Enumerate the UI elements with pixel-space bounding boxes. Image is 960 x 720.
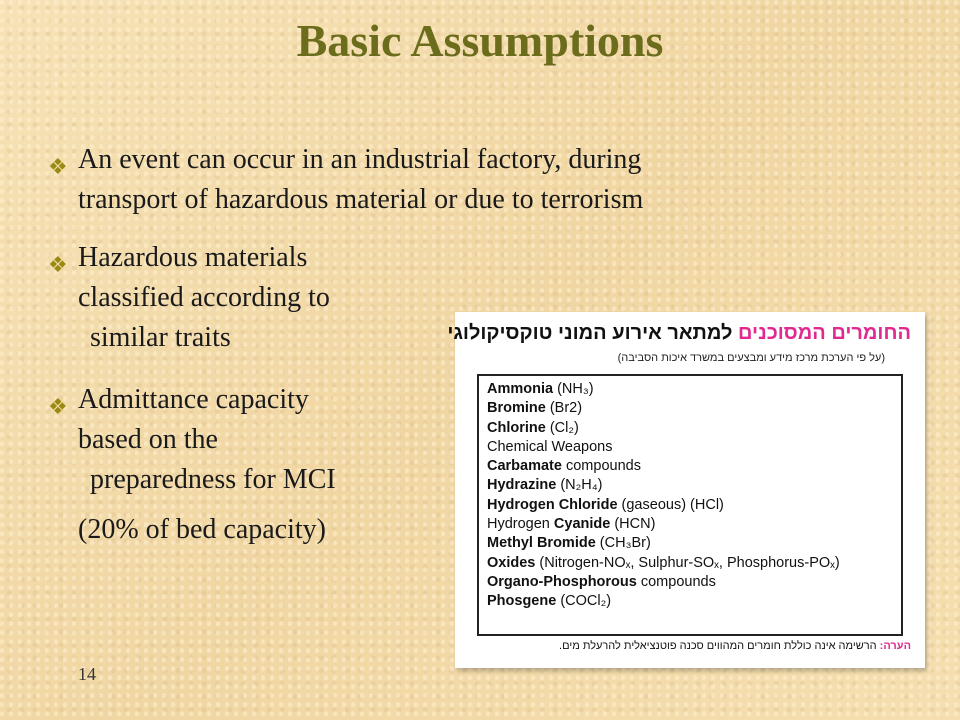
list-item: Ammonia (NH₃) xyxy=(487,381,594,397)
list-item: Organo-Phosphorous compounds xyxy=(487,573,716,590)
list-item: Hydrogen Cyanide (HCN) xyxy=(487,516,656,533)
card-note-text: הרשימה אינה כוללת חומרים המהווים סכנה פוטנציאלית להרעלת מים. xyxy=(559,640,880,652)
materials-list xyxy=(479,376,901,612)
list-item: Bromine (Br2) xyxy=(487,400,583,417)
list-item: Methyl Bromide (CH₃Br) xyxy=(487,535,651,552)
list-item: Chemical Weapons xyxy=(487,438,613,455)
list-item: Phosgene (COCl₂) xyxy=(487,593,612,610)
list-item: Oxides (Nitrogen-NOₓ, Sulphur-SOₓ, Phosphorus-POₓ) xyxy=(487,554,840,571)
bullet-1-line-1: An event can occur in an industrial factory, during xyxy=(78,144,642,175)
diamond-bullet-icon: ❖ xyxy=(48,155,68,180)
bullet-2-line-3: similar traits xyxy=(90,322,231,353)
bullet-3-line-2: based on the xyxy=(78,424,218,455)
card-subheading: (על פי הערכת מרכז מידע ומבצעים במשרד איכות הסביבה) xyxy=(617,352,885,364)
bullet-2-line-2: classified according to xyxy=(78,282,330,313)
bullet-2-line-1: Hazardous materials xyxy=(78,242,308,273)
materials-list-box xyxy=(477,374,903,636)
bullet-3-line-1: Admittance capacity xyxy=(78,384,309,415)
list-item: Hydrazine (N₂H₄) xyxy=(487,477,603,494)
slide-title: Basic Assumptions xyxy=(296,15,664,66)
bullet-3-line-4: (20% of bed capacity) xyxy=(78,514,326,545)
page-number: 14 xyxy=(78,664,96,684)
diamond-bullet-icon: ❖ xyxy=(48,395,68,420)
list-item: Hydrogen Chloride (gaseous) (HCl) xyxy=(487,496,724,513)
list-item: Chlorine (Cl₂) xyxy=(487,419,579,436)
bullet-1-line-2: transport of hazardous material or due to terrorism xyxy=(78,184,644,215)
list-item: Carbamate compounds xyxy=(487,458,641,475)
hazardous-materials-card xyxy=(447,312,925,668)
card-heading-pink: החומרים המסוכנים xyxy=(738,322,911,344)
card-heading-black: למתאר אירוע המוני טוקסיקולוגי xyxy=(447,322,733,344)
card-note-label: הערה: xyxy=(879,640,911,652)
card-heading xyxy=(447,322,911,345)
diamond-bullet-icon: ❖ xyxy=(48,253,68,278)
bullet-3-line-3: preparedness for MCI xyxy=(90,464,336,495)
card-note xyxy=(559,640,911,652)
